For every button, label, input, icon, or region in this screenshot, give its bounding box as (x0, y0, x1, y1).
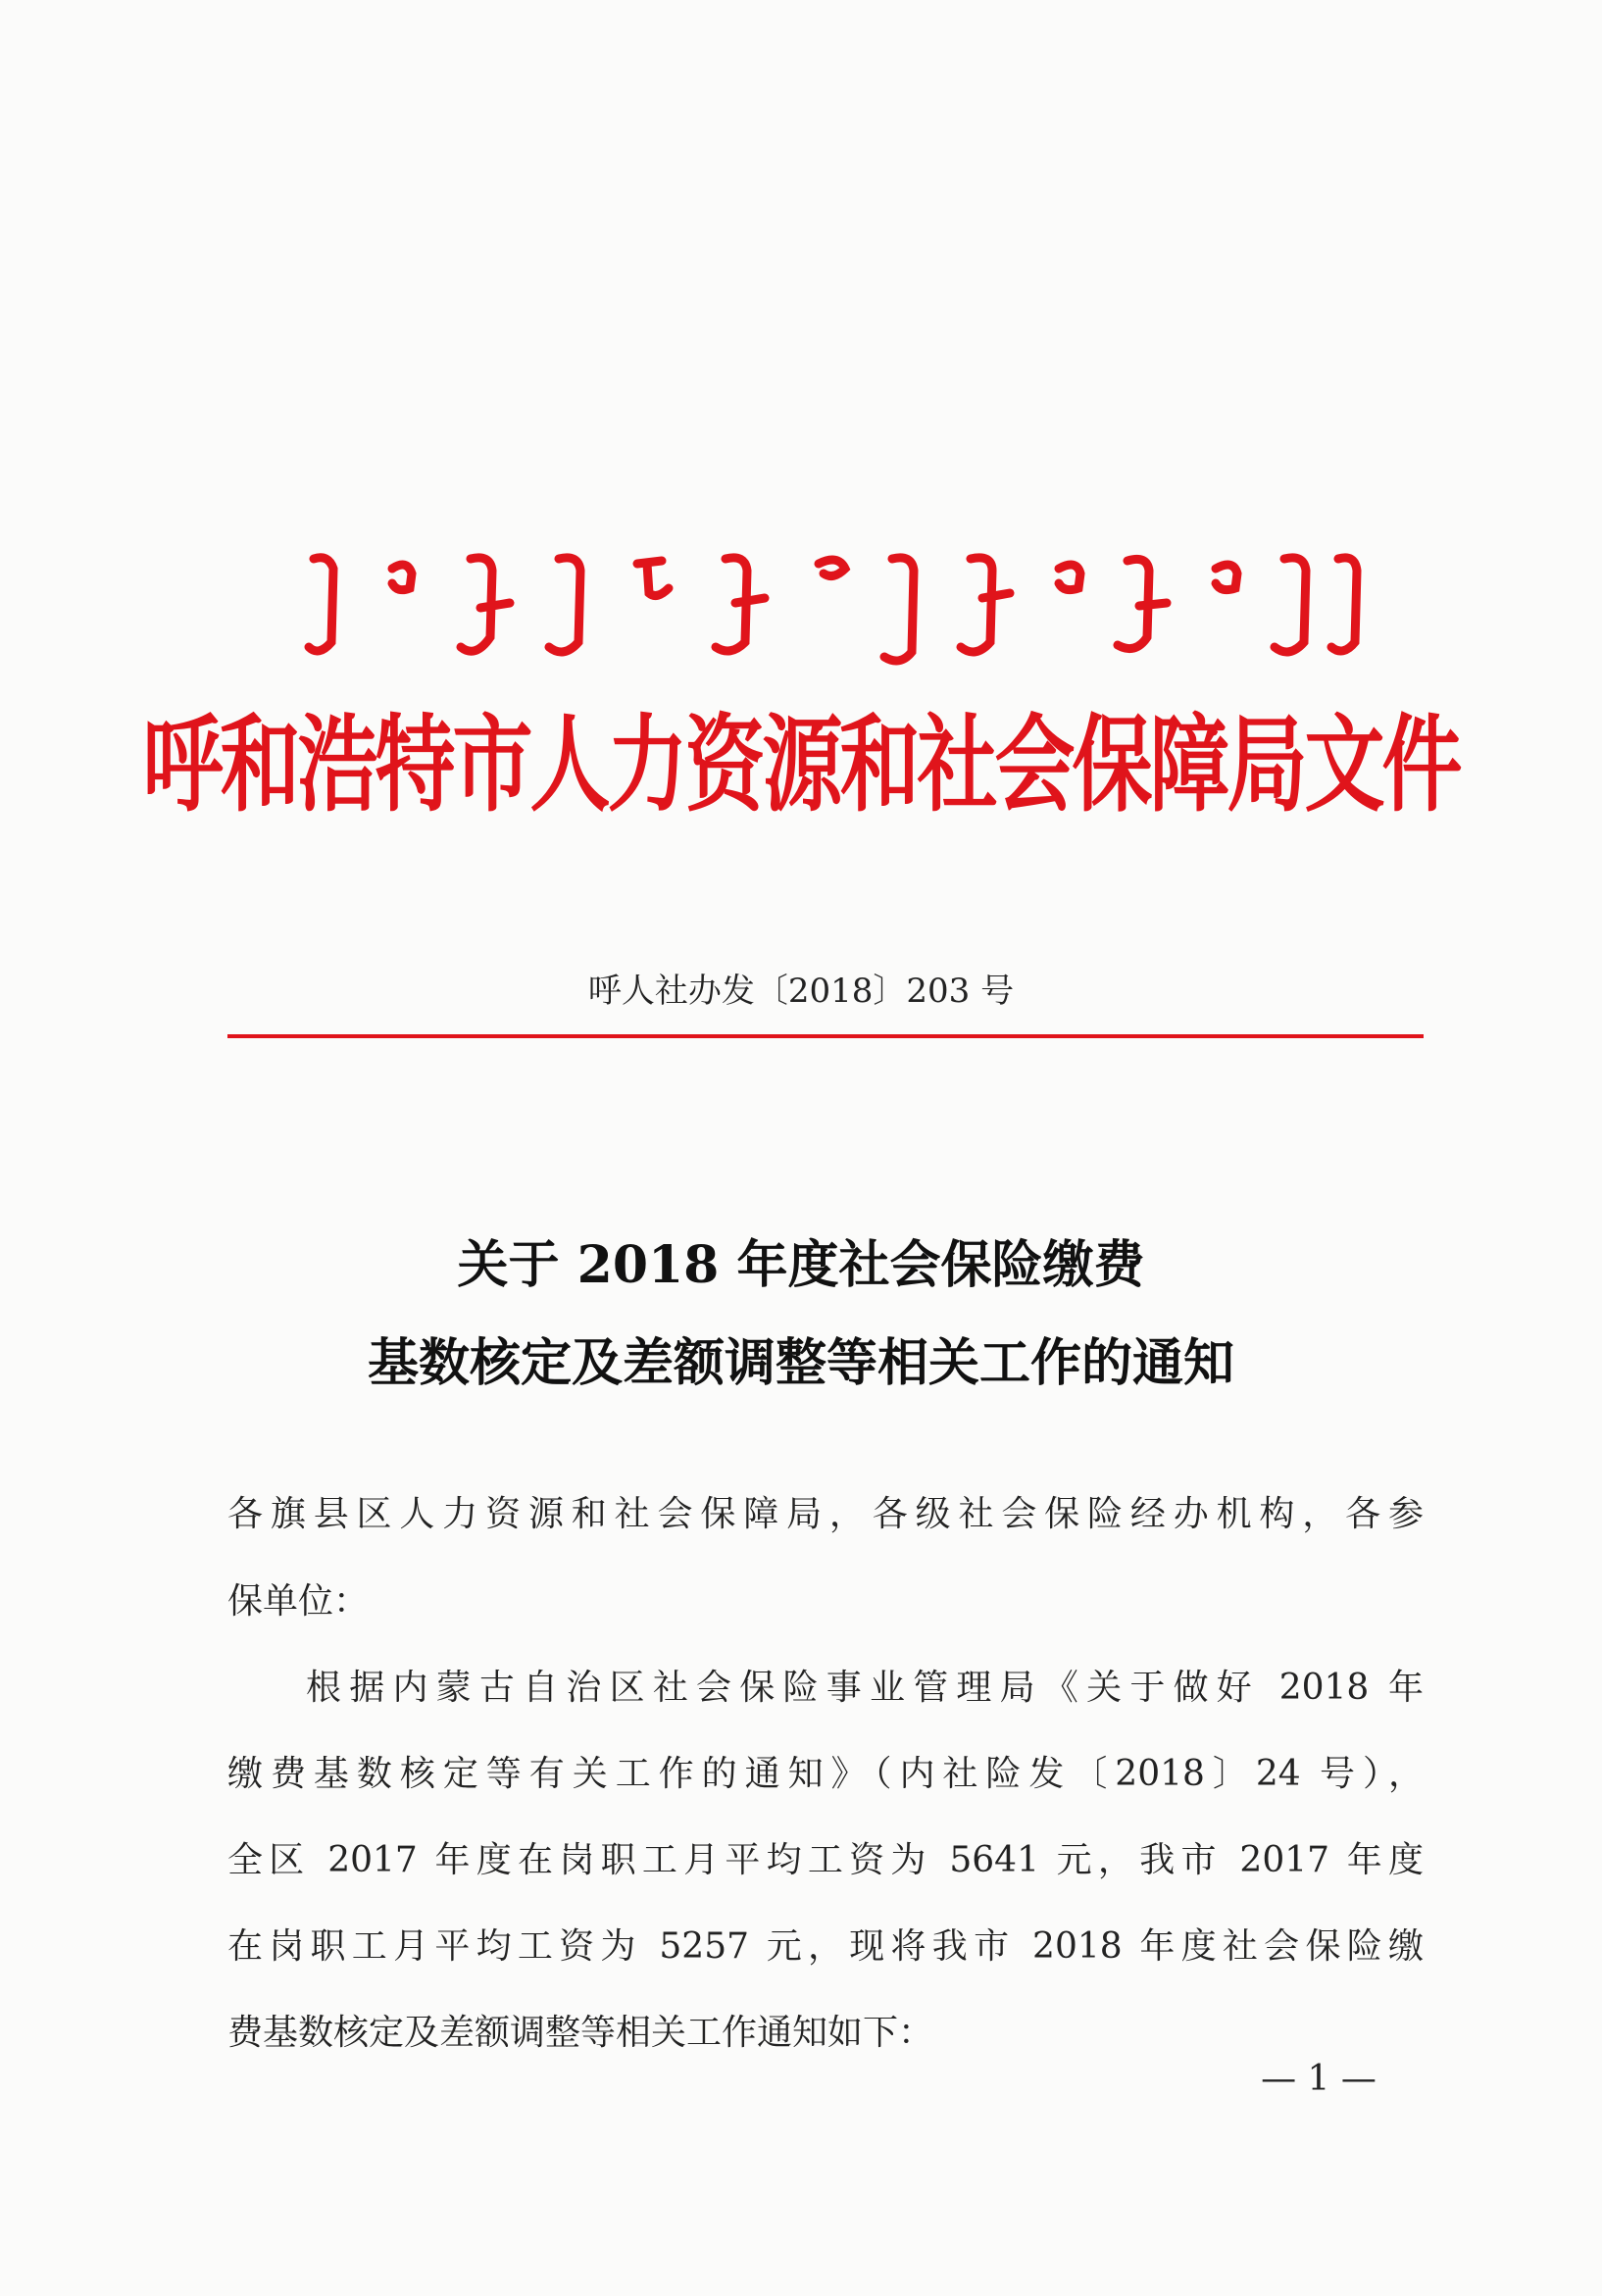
page-number: — 1 — (1261, 2059, 1377, 2099)
document-number: 呼人社办发〔2018〕203 号 (587, 972, 1015, 1011)
body-line-4: 缴费基数核定等有关工作的通知》（内社险发〔2018〕24 号）， (227, 1754, 1424, 1794)
notice-title-line-2: 基数核定及差额调整等相关工作的通知 (367, 1333, 1234, 1393)
body-line-1: 各旗县区人力资源和社会保障局，各级社会保险经办机构，各参 (227, 1494, 1424, 1534)
body-line-5: 全区 2017 年度在岗职工月平均工资为 5641 元，我市 2017 年度 (227, 1840, 1424, 1880)
issuer-title: 呼和浩特市人力资源和社会保障局文件 (142, 705, 1460, 826)
mongolian-script-header (284, 549, 1363, 667)
mongolian-script-graphic (284, 549, 1363, 667)
notice-title-line-1: 关于 2018 年度社会保险缴费 (457, 1235, 1145, 1295)
body-line-2: 保单位： (227, 1581, 370, 1622)
body-line-6: 在岗职工月平均工资为 5257 元，现将我市 2018 年度社会保险缴 (227, 1926, 1424, 1967)
body-line-3: 根据内蒙古自治区社会保险事业管理局《关于做好 2018 年 (306, 1668, 1424, 1708)
body-line-7: 费基数核定及差额调整等相关工作通知如下： (227, 2013, 934, 2053)
header-divider (227, 1034, 1424, 1038)
